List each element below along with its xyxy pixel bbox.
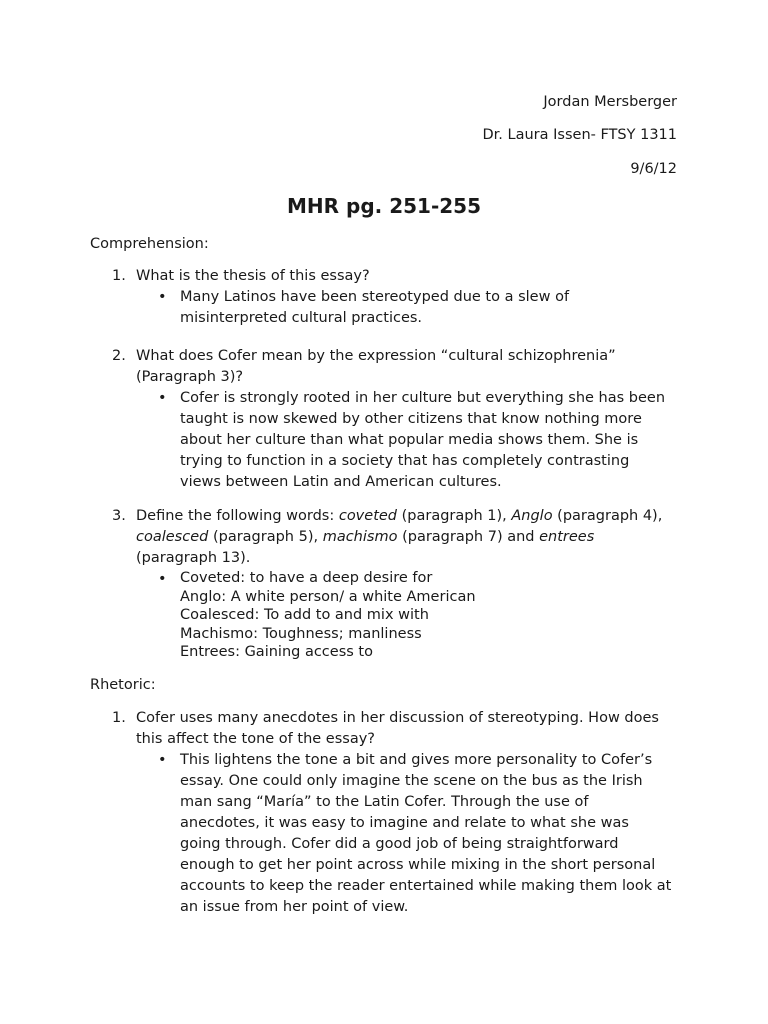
comprehension-heading: Comprehension:: [90, 236, 209, 252]
definition-line: Machismo: Toughness; manliness: [180, 625, 422, 642]
question-text-part: (paragraph 5),: [208, 529, 323, 545]
question-text-part: (paragraph 13).: [136, 550, 251, 566]
question-number: 3.: [112, 508, 126, 524]
question-text-part: Define the following words:: [136, 508, 339, 524]
bullet-icon: •: [158, 752, 167, 768]
bullet-icon: •: [158, 390, 167, 406]
answer-text: This lightens the tone a bit and gives more personality to Cofer’s essay. One could only imagine the scene on the bus as the Irish man sang “María” to the Latin Cofer. Through the use of anecdotes, it was easy to imagine and relate to what she was going through. Cofer did a good job of being straightforward enough to get her point across while mixing in the short personal accounts to keep the reader entertained while making them look at an issue from her point of view.: [180, 752, 672, 915]
definition-line: Anglo: A white person/ a white American: [180, 588, 476, 605]
question-text: What is the thesis of this essay?: [136, 268, 370, 284]
comprehension-question-1: [112, 266, 672, 329]
question-text: [136, 506, 672, 569]
vocab-word-machismo: machismo: [322, 529, 398, 545]
vocab-word-anglo: Anglo: [511, 508, 553, 524]
question-text-part: (paragraph 1),: [397, 508, 512, 524]
answer-text: Many Latinos have been stereotyped due to a slew of misinterpreted cultural practices.: [180, 289, 570, 326]
author-name: Jordan Mersberger: [543, 94, 677, 110]
answer-block: [158, 287, 672, 329]
vocab-word-coalesced: coalesced: [136, 529, 209, 545]
comprehension-question-3: [112, 506, 672, 662]
definition-line: Coalesced: To add to and mix with: [180, 607, 429, 623]
answer-block: [158, 388, 672, 493]
rhetoric-question-1: [112, 708, 672, 918]
vocab-word-coveted: coveted: [338, 508, 397, 524]
bullet-icon: •: [158, 289, 167, 305]
vocab-word-entrees: entrees: [539, 529, 595, 545]
question-text-part: (paragraph 7) and: [397, 529, 540, 545]
course-info: Dr. Laura Issen- FTSY 1311: [482, 127, 677, 143]
rhetoric-heading: Rhetoric:: [90, 677, 156, 693]
document-date: 9/6/12: [630, 161, 677, 177]
question-text-part: (paragraph 4),: [552, 508, 663, 524]
question-number: 1.: [112, 710, 126, 726]
definition-line: Entrees: Gaining access to: [180, 644, 373, 660]
definitions-block: [158, 569, 672, 662]
bullet-icon: •: [158, 571, 167, 587]
document-title: MHR pg. 251-255: [287, 194, 481, 218]
question-text: Cofer uses many anecdotes in her discussion of stereotyping. How does this affect the tone of the essay?: [136, 710, 659, 747]
answer-block: [158, 750, 672, 918]
question-text: What does Cofer mean by the expression “cultural schizophrenia” (Paragraph 3)?: [136, 348, 616, 385]
question-number: 2.: [112, 348, 126, 364]
definition-line: Coveted: to have a deep desire for: [180, 570, 433, 586]
answer-text: Cofer is strongly rooted in her culture but everything she has been taught is now skewed by other citizens that know nothing more about her culture than what popular media shows them. She is trying to function in a society that has completely contrasting views between Latin and American cultures.: [180, 390, 666, 490]
comprehension-question-2: [112, 346, 672, 493]
question-number: 1.: [112, 268, 126, 284]
